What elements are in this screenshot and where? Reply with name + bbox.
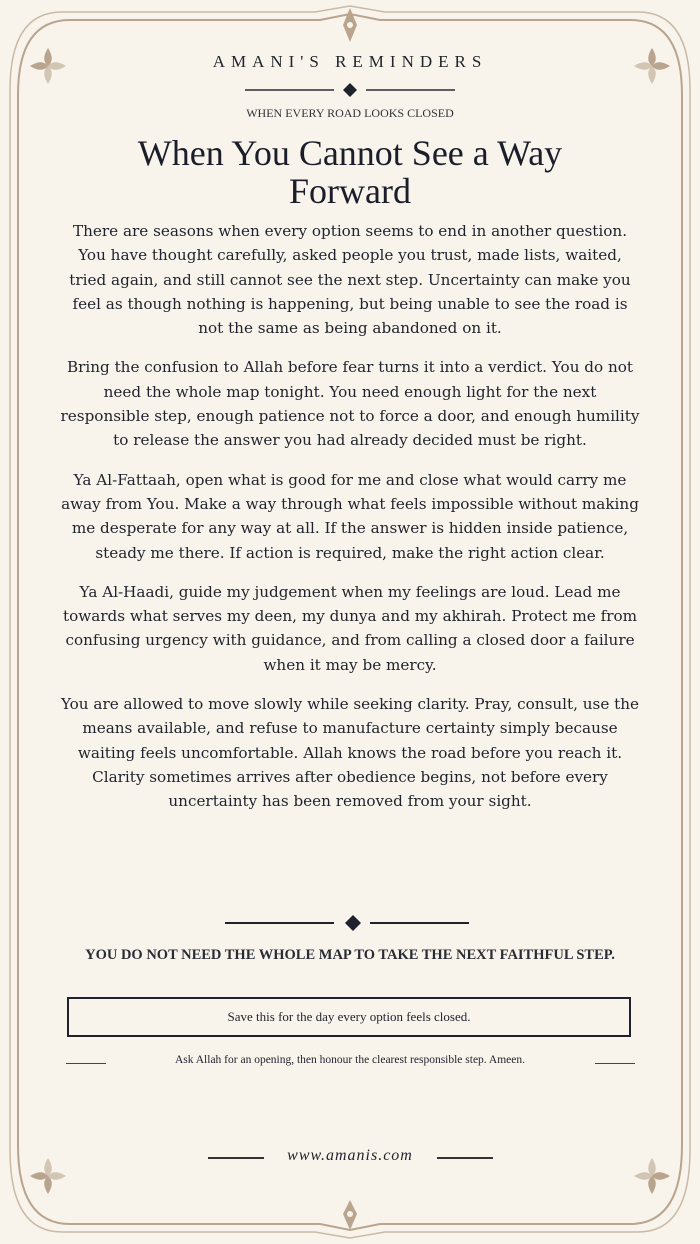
- website-right-rule: [437, 1157, 493, 1159]
- paragraph: Ya Al-Haadi, guide my judgement when my feelings are loud. Lead me towards what serves my deen, my dunya and my akhirah. Protect me from confusing urgency with guidance, and from calling a closed door a failure when it may be mercy.: [62, 582, 638, 674]
- top-medallion: [343, 8, 357, 42]
- brand-title: AMANI'S REMINDERS: [212, 52, 488, 71]
- ameen-right-rule: [595, 1063, 635, 1064]
- article-body: [60, 219, 640, 829]
- website-link[interactable]: www.amanis.com: [287, 1147, 413, 1164]
- page-title: When You Cannot See a Way Forward: [137, 133, 563, 211]
- kicker: WHEN EVERY ROAD LOOKS CLOSED: [246, 106, 454, 120]
- closing-statement: YOU DO NOT NEED THE WHOLE MAP TO TAKE THE NEXT FAITHFUL STEP.: [85, 947, 615, 963]
- paragraph: You are allowed to move slowly while seeking clarity. Pray, consult, use the means available, and refuse to manufacture certainty simply because waiting feels uncomfortable. Allah knows the road before you reach it. Clarity sometimes arrives after obedience begins, not before every uncertainty has been removed from your sight.: [60, 695, 640, 811]
- ameen-line: Ask Allah for an opening, then honour the clearest responsible step. Ameen.: [174, 1054, 526, 1066]
- paragraph: Bring the confusion to Allah before fear turns it into a verdict. You do not need the whole map tonight. You need enough light for the next responsible step, enough patience not to force a door, and enough humility to release the answer you had already decided must be right.: [60, 358, 640, 450]
- paragraph: There are seasons when every option seems to end in another question. You have thought carefully, asked people you trust, made lists, waited, tried again, and still cannot see the next step. Uncertainty can make you feel as though nothing is happening, but being unable to see the road is not the same as being abandoned on it.: [69, 222, 631, 338]
- closing-divider: [0, 913, 700, 933]
- bottom-medallion: [343, 1200, 357, 1230]
- save-note-box: Save this for the day every option feels closed.: [67, 997, 631, 1037]
- paragraph: Ya Al-Fattaah, open what is good for me and close what would carry me away from You. Make a way through what feels impossible without making me desperate for any way at all. If the answer is hidden inside patience, steady me there. If action is required, make the right action clear.: [61, 470, 639, 562]
- header-divider: [0, 80, 700, 100]
